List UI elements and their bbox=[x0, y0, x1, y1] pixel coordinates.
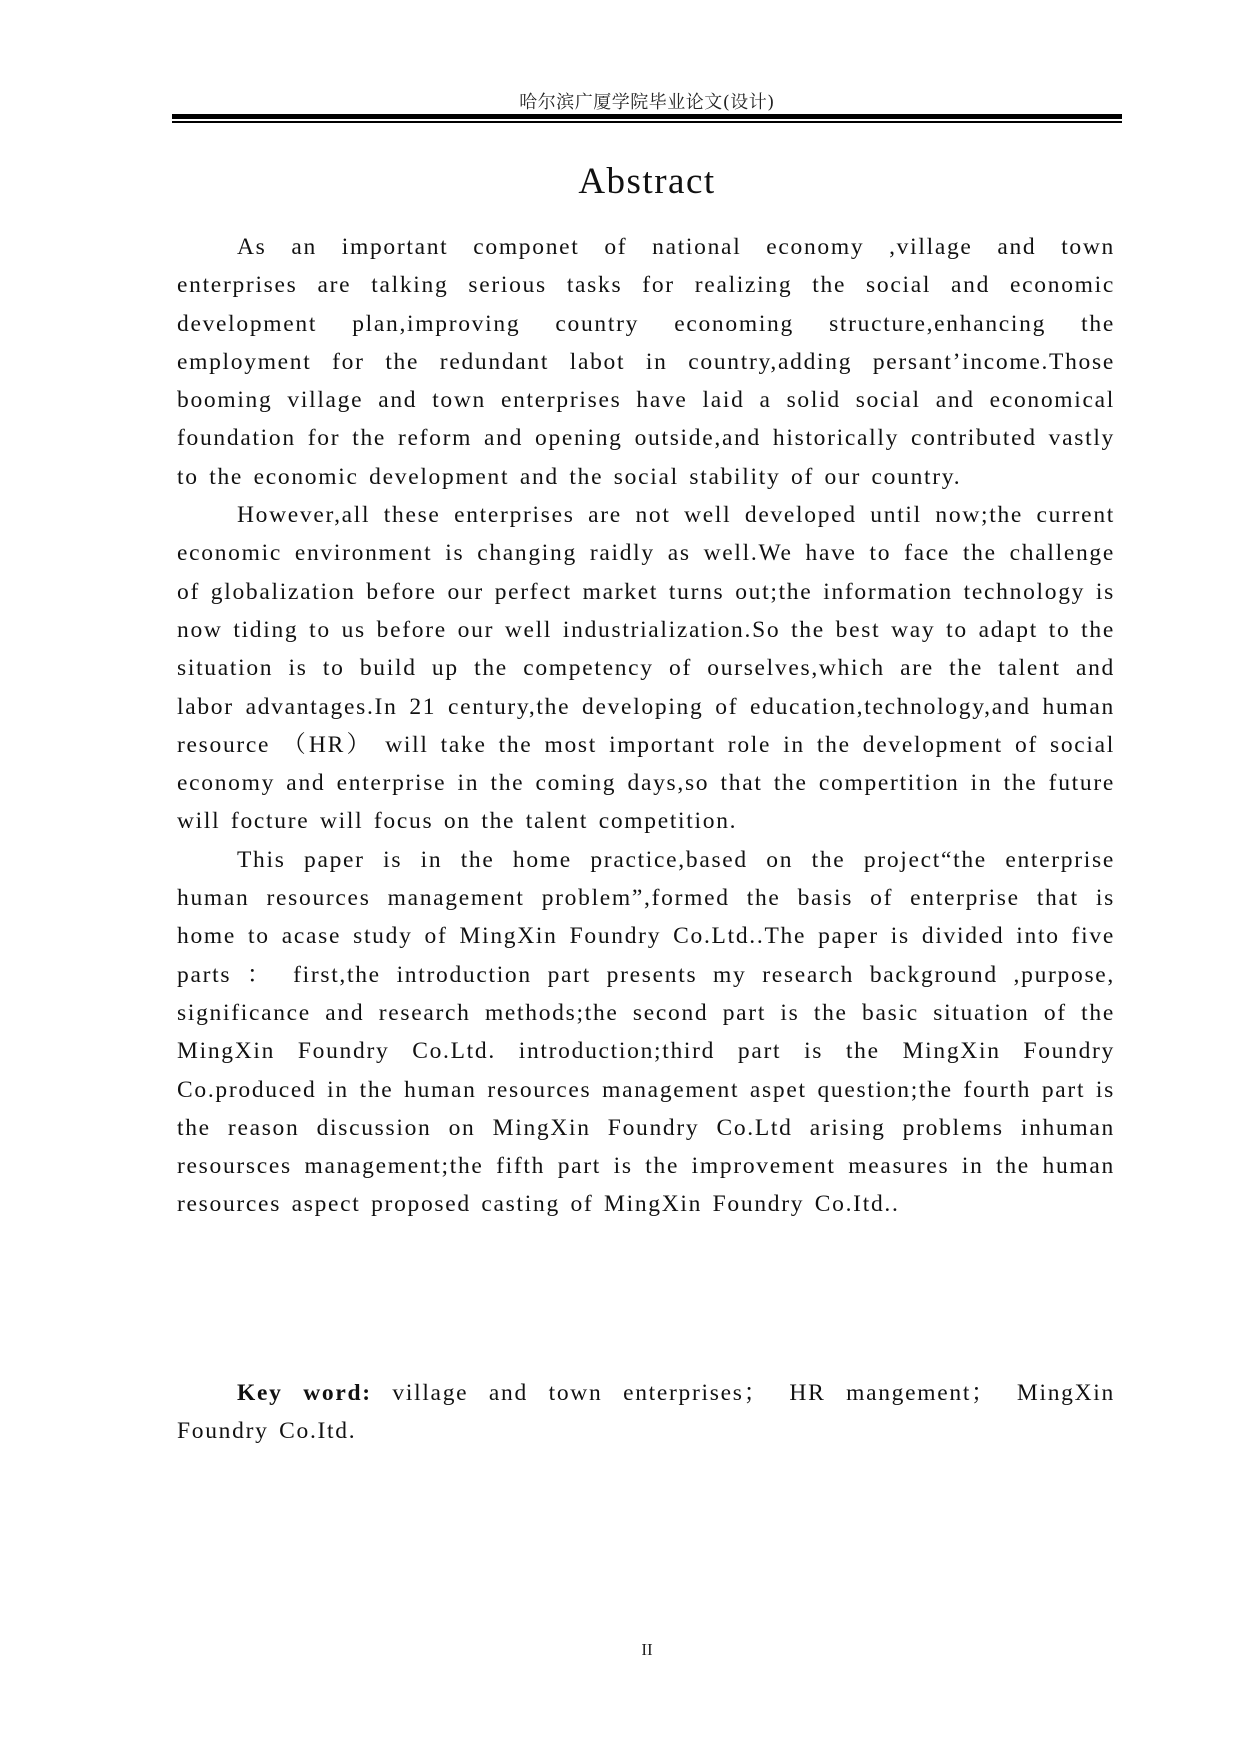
keywords-label: Key word: bbox=[237, 1380, 372, 1406]
page-number: II bbox=[641, 1640, 653, 1659]
abstract-body bbox=[177, 228, 1115, 1224]
abstract-paragraph-2: However,all these enterprises are not well developed until now;the current economic environment is changing raidly as well.We have to face the challenge of globalization before our perfect market turns out;the information technology is now tiding to us before our well industrialization.So the best way to adapt to the situation is to build up the competency of ourselves,which are the talent and labor advantages.In 21 century,the developing of education,technology,and human resource （HR） will take the most important role in the development of social economy and enterprise in the coming days,so that the compertition in the future will focture will focus on the talent competition. bbox=[177, 502, 1115, 835]
keywords-line bbox=[177, 1374, 1115, 1451]
abstract-title: Abstract bbox=[578, 161, 716, 202]
running-header: 哈尔滨广厦学院毕业论文(设计) bbox=[519, 92, 775, 113]
abstract-paragraph-3: This paper is in the home practice,based on the project“the enterprise human resources management problem”,formed the basis of enterprise that is home to acase study of MingXin Foundry Co.Ltd..The paper is divided into five parts ： first,the introduction part presents my research background ,purpose, significance and research methods;the second part is the basic situation of the MingXin Foundry Co.Ltd. introduction;third part is the MingXin Foundry Co.produced in the human resources management aspet question;the fourth part is the reason discussion on MingXin Foundry Co.Ltd arising problems inhuman resoursces management;the fifth part is the improvement measures in the human resources aspect proposed casting of MingXin Foundry Co.Itd.. bbox=[177, 846, 1115, 1218]
header-rule-thin bbox=[172, 121, 1122, 123]
abstract-paragraph-1: As an important componet of national economy ,village and town enterprises are talking serious tasks for realizing the social and economic development plan,improving country economing structure,enhancing the employment for the redundant labot in country,adding persant’income.Those booming village and town enterprises have laid a solid social and economical foundation for the reform and opening outside,and historically contributed vastly to the economic development and the social stability of our country. bbox=[177, 234, 1115, 490]
keywords-text: village and town enterprises； HR mangement； MingXin Foundry Co.Itd. bbox=[177, 1380, 1115, 1445]
header-rule-thick bbox=[172, 114, 1122, 119]
